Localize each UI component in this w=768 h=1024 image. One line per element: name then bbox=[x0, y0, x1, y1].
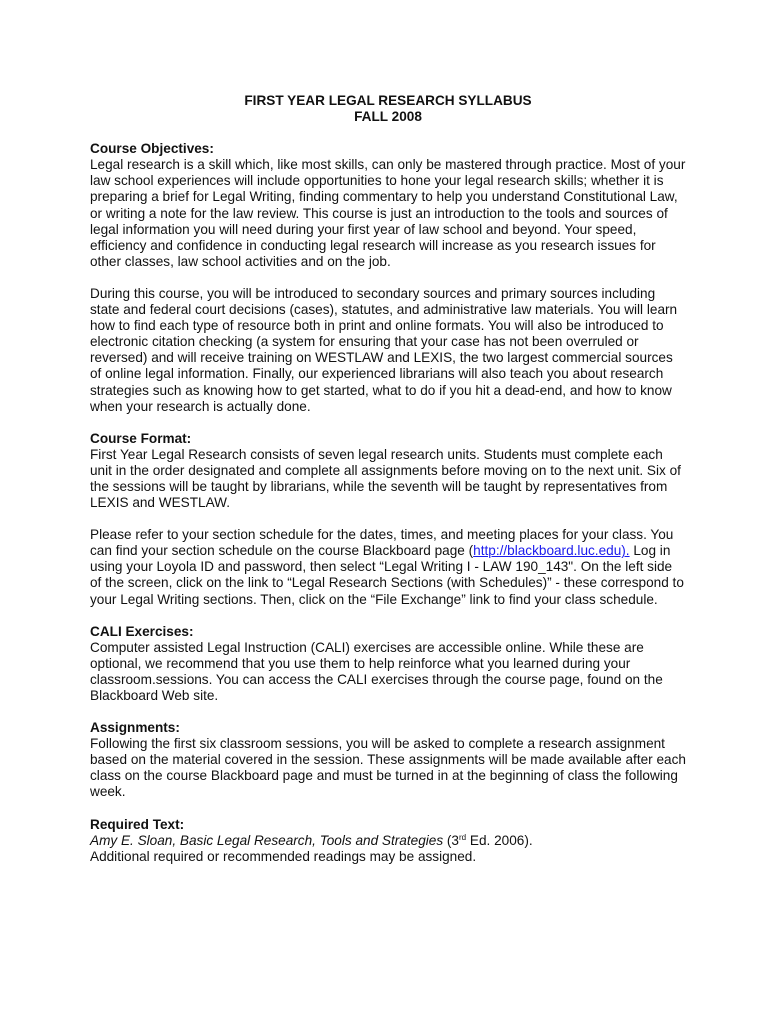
required-text-edition-open: (3 bbox=[443, 832, 459, 848]
course-format-heading: Course Format: bbox=[90, 430, 192, 446]
cali-exercises-heading: CALI Exercises: bbox=[90, 623, 194, 639]
assignments-paragraph: Following the first six classroom sessions, you will be asked to complete a research assignment based on the material covered in the session. These assignments will be made available after each class on the course Blackboard page and must be turned in at the beginning of class the following week. bbox=[90, 736, 686, 800]
cali-exercises-paragraph: Computer assisted Legal Instruction (CALI) exercises are accessible online. While these are optional, we recommend that you use them to help reinforce what you learned during your classroom.sessions. You can access the CALI exercises through the course page, found on the Blackboard Web site. bbox=[90, 639, 663, 703]
assignments-heading: Assignments: bbox=[90, 720, 180, 736]
course-objectives-heading: Course Objectives: bbox=[90, 141, 214, 157]
required-text-note: Additional required or recommended readings may be assigned. bbox=[90, 848, 477, 864]
blackboard-link[interactable]: http://blackboard.luc.edu). bbox=[473, 543, 630, 559]
document-title: FIRST YEAR LEGAL RESEARCH SYLLABUS bbox=[244, 93, 532, 108]
required-text-book-title: Amy E. Sloan, Basic Legal Research, Tools and Strategies bbox=[90, 832, 444, 848]
required-text-heading: Required Text: bbox=[90, 816, 185, 832]
course-format-paragraph-2-text-start: Please refer to your section schedule for the dates, times, and meeting places for your class. You can find your section schedule on the course Blackboard page ( bbox=[90, 527, 674, 559]
required-text-edition-close: Ed. 2006). bbox=[466, 832, 533, 848]
document-term: FALL 2008 bbox=[354, 109, 422, 125]
course-objectives-paragraph-2: During this course, you will be introduced to secondary sources and primary sources including state and federal court decisions (cases), statutes, and administrative law materials. You will learn how to find each type of resource both in print and online formats. You will also be introduced to electronic citation checking (a system for ensuring that your case has not been overruled or reversed) and will receive training on WESTLAW and LEXIS, the two largest commercial sources of online legal information. Finally, our experienced librarians will also teach you about research strategies such as knowing how to get started, what to do if you hit a dead-end, and how to know when your research is actually done. bbox=[90, 285, 678, 414]
syllabus-document bbox=[90, 93, 686, 865]
course-format-paragraph-2 bbox=[90, 527, 686, 607]
required-text-citation bbox=[90, 833, 686, 849]
course-format-paragraph-1: First Year Legal Research consists of seven legal research units. Students must complete each unit in the order designated and complete all assignments before moving on to the next unit. Six of the sessions will be taught by librarians, while the seventh will be taught by representatives from LEXIS and WESTLAW. bbox=[90, 446, 681, 511]
required-text-edition-superscript: rd bbox=[459, 832, 467, 842]
course-objectives-paragraph-1: Legal research is a skill which, like most skills, can only be mastered through practice. Most of your law school experiences will include opportunities to hone your legal research skills; whether it is preparing a brief for Legal Writing, finding commentary to help you understand Constitutional Law, or writing a note for the law review. This course is just an introduction to the tools and sources of legal information you will need during your first year of law school and beyond. Your speed, efficiency and confidence in conducting legal research will increase as you research issues for other classes, law school activities and on the job. bbox=[90, 157, 686, 269]
course-format-paragraph-2-text-end: Log in using your Loyola ID and password, then select “Legal Writing I - LAW 190_143". On the left side of the screen, click on the link to “Legal Research Sections (with Schedules)” - these correspond to your Legal Writing sections. Then, click on the “File Exchange” link to find your class schedule. bbox=[90, 543, 684, 607]
